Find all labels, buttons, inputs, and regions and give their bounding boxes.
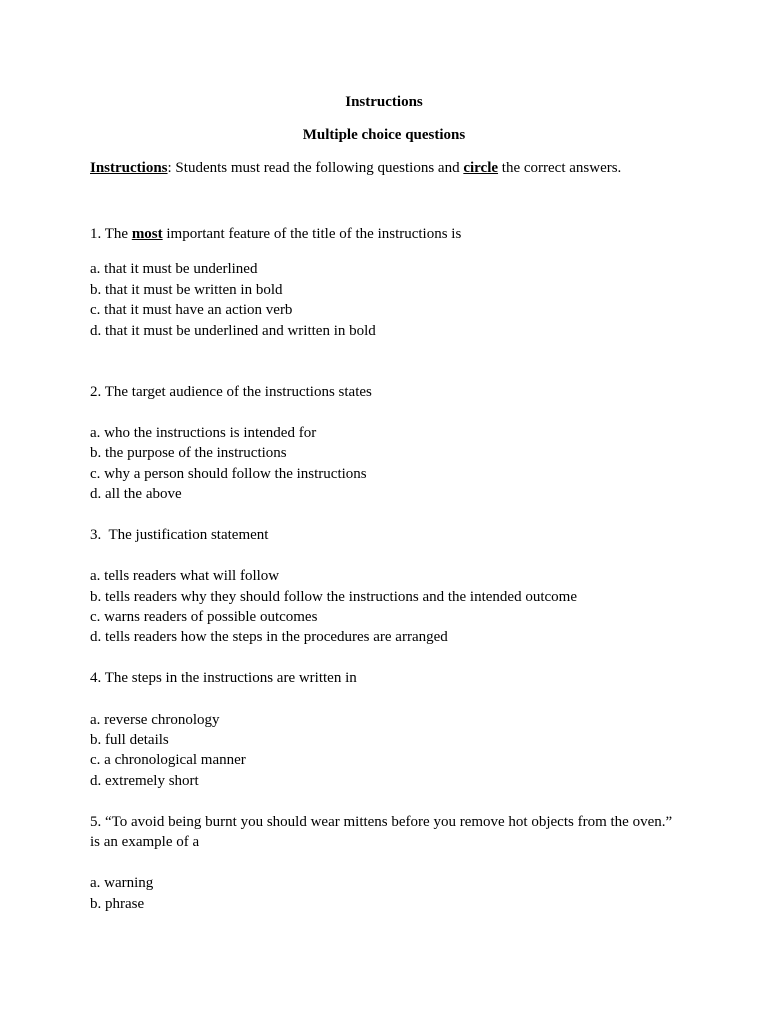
question-1-option-c: c. that it must have an action verb	[90, 302, 293, 318]
page-subtitle: Multiple choice questions	[302, 127, 466, 143]
question-3-option-c: c. warns readers of possible outcomes	[90, 609, 318, 625]
question-3-option-b: b. tells readers why they should follow the instructions and the intended outcome	[90, 589, 577, 605]
question-5-line-1: 5. “To avoid being burnt you should wear mittens before you remove hot objects from the oven.”	[90, 814, 673, 830]
question-4-option-a: a. reverse chronology	[90, 712, 220, 728]
question-1-option-b: b. that it must be written in bold	[90, 282, 283, 298]
question-3-option-d: d. tells readers how the steps in the procedures are arranged	[90, 629, 448, 645]
question-2-option-b: b. the purpose of the instructions	[90, 445, 287, 461]
instructions-emphasis-circle: circle	[463, 160, 499, 176]
question-2-option-a: a. who the instructions is intended for	[90, 425, 317, 441]
question-5-option-b: b. phrase	[90, 896, 145, 912]
question-1-emphasis: most	[131, 226, 163, 242]
page-title: Instructions	[345, 94, 423, 110]
question-1	[90, 224, 710, 244]
question-3: 3. The justification statement	[90, 527, 269, 543]
question-4-option-d: d. extremely short	[90, 773, 199, 789]
question-5-option-a: a. warning	[90, 875, 154, 891]
question-1-suffix: important feature of the title of the instructions is	[162, 226, 462, 242]
question-5-line-2: is an example of a	[90, 834, 200, 850]
question-4-option-c: c. a chronological manner	[90, 752, 246, 768]
question-2-option-d: d. all the above	[90, 486, 182, 502]
instructions-text-part-2: the correct answers.	[498, 160, 622, 176]
question-2: 2. The target audience of the instructions states	[90, 384, 372, 400]
question-1-option-a: a. that it must be underlined	[90, 261, 258, 277]
question-2-option-c: c. why a person should follow the instructions	[90, 466, 367, 482]
instructions-text-part-1: : Students must read the following questions and	[167, 160, 464, 176]
question-4: 4. The steps in the instructions are written in	[90, 670, 357, 686]
instructions-label: Instructions	[90, 160, 168, 176]
question-4-option-b: b. full details	[90, 732, 169, 748]
question-3-option-a: a. tells readers what will follow	[90, 568, 280, 584]
question-1-prefix: 1. The	[90, 226, 132, 242]
question-1-option-d: d. that it must be underlined and written in bold	[90, 323, 376, 339]
instructions-paragraph	[90, 158, 710, 178]
